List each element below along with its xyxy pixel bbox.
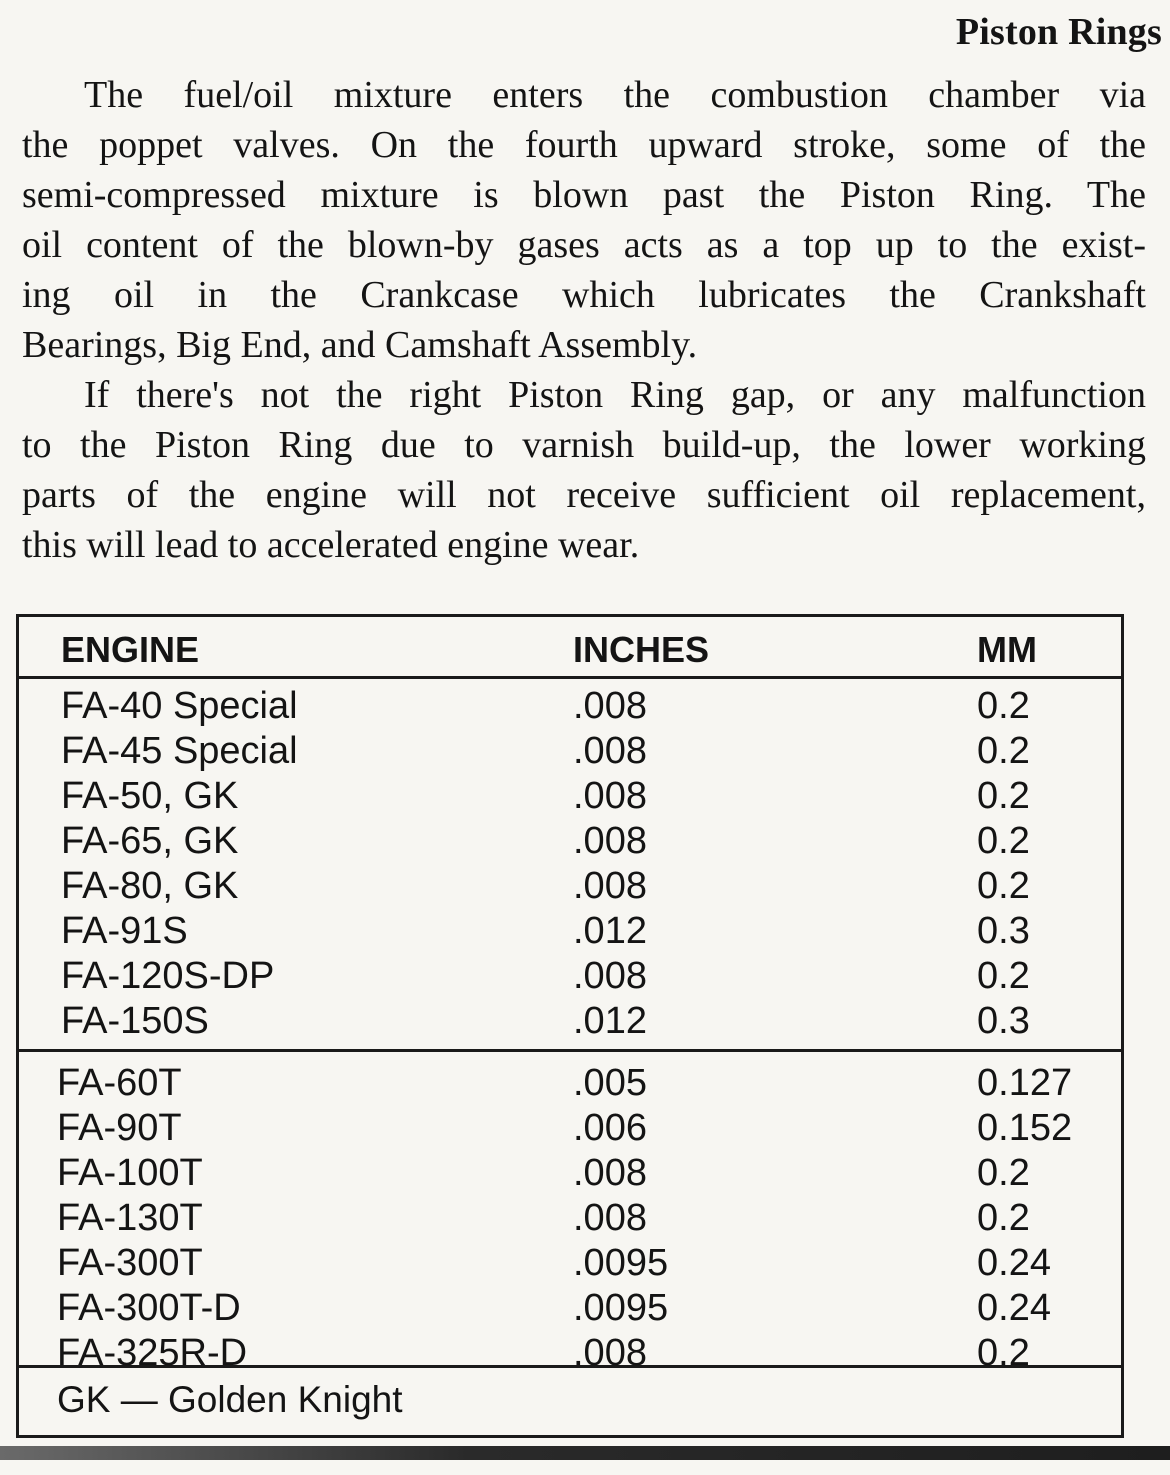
inches-cell: .0095 (573, 1242, 669, 1284)
table-row (19, 1151, 1121, 1196)
table-group-t-series (19, 1055, 1121, 1374)
engine-cell: FA-100T (57, 1152, 203, 1194)
inches-cell: .008 (573, 865, 647, 907)
engine-cell: FA-120S-DP (61, 955, 275, 997)
inches-cell: .012 (573, 910, 647, 952)
paragraph-line: If there's not the right Piston Ring gap, or any malfunction (84, 374, 1146, 416)
table-row (19, 1106, 1121, 1151)
mm-cell: 0.2 (977, 955, 1030, 997)
engine-cell: FA-325R-D (57, 1332, 248, 1374)
mm-cell: 0.24 (977, 1242, 1051, 1284)
inches-cell: .008 (573, 820, 647, 862)
mm-cell: 0.127 (977, 1062, 1073, 1104)
inches-cell: .008 (573, 955, 647, 997)
engine-cell: FA-45 Special (61, 730, 298, 772)
engine-cell: FA-90T (57, 1107, 182, 1149)
table-row (19, 1061, 1121, 1106)
mm-cell: 0.2 (977, 820, 1030, 862)
engine-cell: FA-130T (57, 1197, 203, 1239)
inches-cell: .012 (573, 1000, 647, 1042)
inches-cell: .008 (573, 775, 647, 817)
mm-cell: 0.2 (977, 775, 1030, 817)
page-heading: Piston Rings (955, 11, 1162, 53)
inches-cell: .008 (573, 685, 647, 727)
mm-cell: 0.3 (977, 910, 1030, 952)
engine-cell: FA-65, GK (61, 820, 239, 862)
engine-cell: FA-150S (61, 1000, 209, 1042)
table-header (19, 617, 1121, 679)
header-inches: INCHES (573, 629, 710, 670)
table-row (19, 909, 1121, 954)
page-bottom-rule (0, 1446, 1170, 1460)
engine-cell: FA-50, GK (61, 775, 239, 817)
paragraph-line: semi-compressed mixture is blown past the Piston Ring. The (22, 174, 1146, 216)
inches-cell: .008 (573, 1332, 647, 1374)
mm-cell: 0.3 (977, 1000, 1030, 1042)
engine-cell: FA-80, GK (61, 865, 239, 907)
paragraph-line: oil content of the blown-by gases acts as a top up to the exist- (22, 224, 1146, 266)
table-row (19, 1196, 1121, 1241)
mm-cell: 0.24 (977, 1287, 1051, 1329)
engine-cell: FA-300T-D (57, 1287, 241, 1329)
inches-cell: .005 (573, 1062, 647, 1104)
table-row (19, 864, 1121, 909)
inches-cell: .008 (573, 1152, 647, 1194)
table-row (19, 819, 1121, 864)
paragraph-line: this will lead to accelerated engine wear. (22, 524, 640, 566)
engine-cell: FA-40 Special (61, 685, 298, 727)
engine-cell: FA-60T (57, 1062, 182, 1104)
mm-cell: 0.2 (977, 1197, 1030, 1239)
table-group-standard (19, 682, 1121, 1052)
paragraph-line: the poppet valves. On the fourth upward stroke, some of the (22, 124, 1146, 166)
table-footnote: GK — Golden Knight (57, 1379, 403, 1420)
table-row (19, 1286, 1121, 1331)
inches-cell: .0095 (573, 1287, 669, 1329)
table-row (19, 1331, 1121, 1376)
ring-gap-table (16, 614, 1124, 1438)
engine-cell: FA-91S (61, 910, 188, 952)
table-row (19, 684, 1121, 729)
mm-cell: 0.2 (977, 1332, 1030, 1374)
header-engine: ENGINE (61, 629, 200, 670)
mm-cell: 0.2 (977, 1152, 1030, 1194)
paragraph-line: Bearings, Big End, and Camshaft Assembly. (22, 324, 698, 366)
body-text (22, 70, 1146, 570)
paragraph-line: The fuel/oil mixture enters the combustion chamber via (84, 74, 1146, 116)
table-row (19, 999, 1121, 1044)
inches-cell: .008 (573, 730, 647, 772)
inches-cell: .006 (573, 1107, 647, 1149)
table-row (19, 1241, 1121, 1286)
paragraph-line: ing oil in the Crankcase which lubricates the Crankshaft (22, 274, 1146, 316)
mm-cell: 0.2 (977, 730, 1030, 772)
mm-cell: 0.2 (977, 685, 1030, 727)
table-row (19, 774, 1121, 819)
mm-cell: 0.152 (977, 1107, 1073, 1149)
table-row (19, 954, 1121, 999)
paragraph-line: parts of the engine will not receive sufficient oil replacement, (22, 474, 1146, 516)
table-row (19, 729, 1121, 774)
mm-cell: 0.2 (977, 865, 1030, 907)
paragraph-line: to the Piston Ring due to varnish build-up, the lower working (22, 424, 1146, 466)
engine-cell: FA-300T (57, 1242, 203, 1284)
inches-cell: .008 (573, 1197, 647, 1239)
header-mm: MM (977, 629, 1037, 670)
